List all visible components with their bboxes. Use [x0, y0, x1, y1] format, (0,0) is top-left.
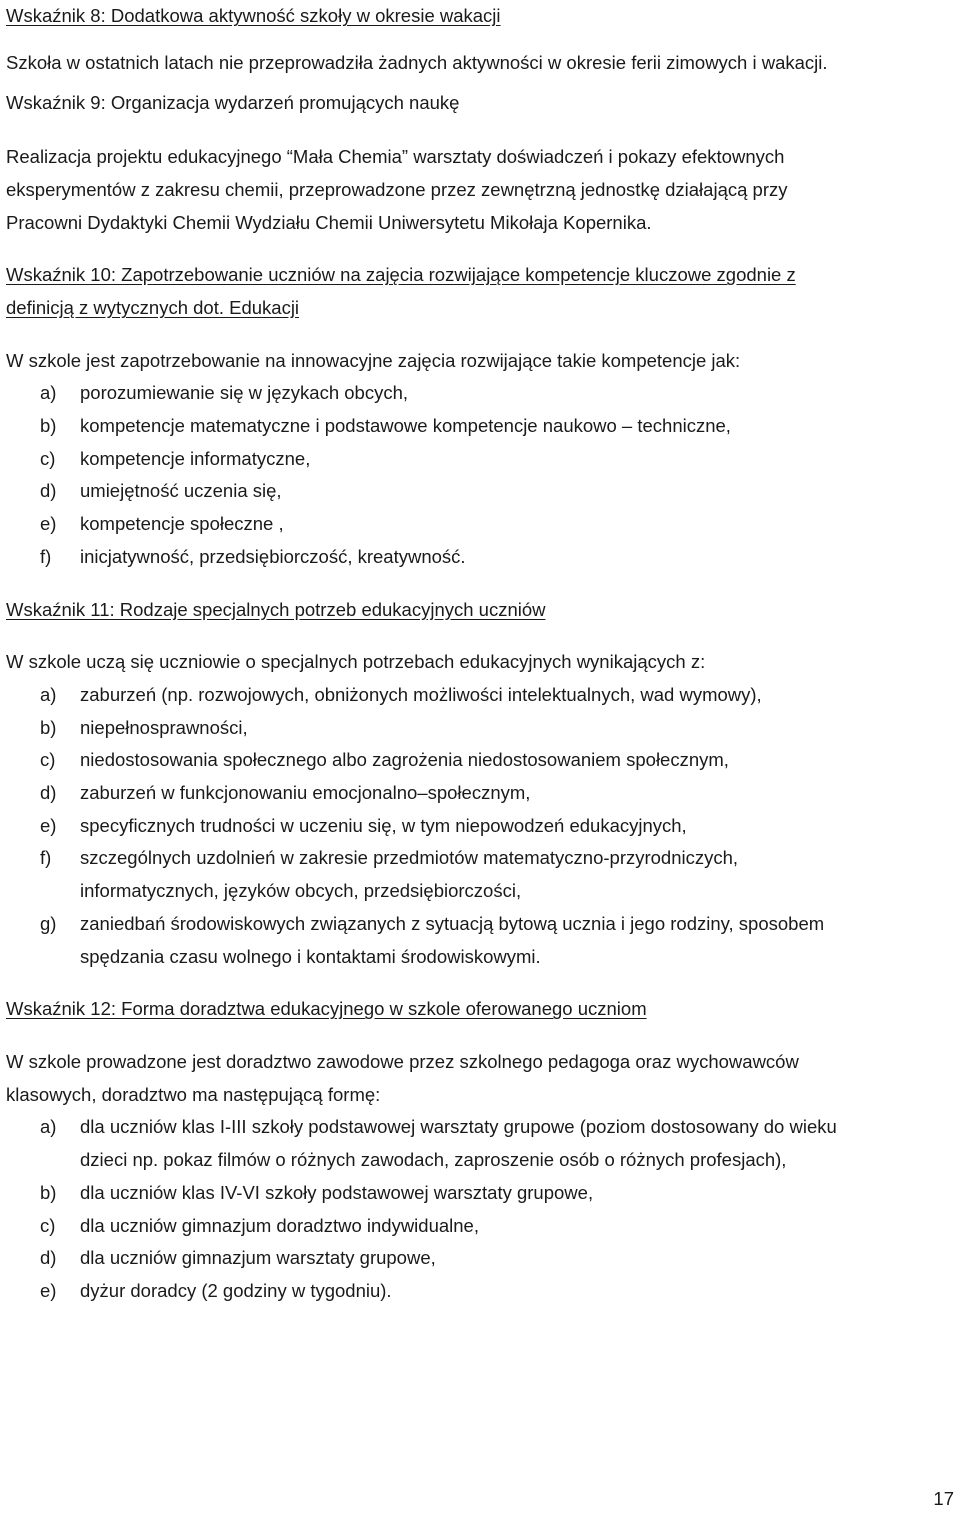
list-item — [6, 1177, 954, 1210]
list-marker: e) — [40, 814, 57, 836]
heading-line: Wskaźnik 10: Zapotrzebowanie uczniów na zajęcia rozwijające kompetencje kluczowe zgodnie z — [6, 264, 796, 286]
heading-line: Wskaźnik 9: Organizacja wydarzeń promujących naukę — [6, 92, 460, 114]
list-item — [6, 1210, 954, 1243]
paragraph-line: klasowych, doradztwo ma następującą formę: — [6, 1083, 381, 1105]
paragraph-line: Realizacja projektu edukacyjnego “Mała Chemia” warsztaty doświadczeń i pokazy efektownych — [6, 146, 785, 168]
list-item — [6, 908, 954, 973]
list-item-text: specyficznych trudności w uczeniu się, w tym niepowodzeń edukacyjnych, — [80, 814, 687, 836]
section-wskaznik-10 — [6, 259, 954, 573]
paragraph-line: W szkole uczą się uczniowie o specjalnych potrzebach edukacyjnych wynikających z: — [6, 651, 706, 673]
list-item-text: dyżur doradcy (2 godziny w tygodniu). — [80, 1279, 392, 1301]
list-item — [6, 1275, 954, 1308]
heading-line: Wskaźnik 12: Forma doradztwa edukacyjnego w szkole oferowanego uczniom — [6, 998, 647, 1020]
section-wskaznik-12 — [6, 993, 954, 1307]
list-item — [6, 810, 954, 843]
list-marker: d) — [40, 480, 57, 502]
paragraph-line: Pracowni Dydaktyki Chemii Wydziału Chemii Uniwersytetu Mikołaja Kopernika. — [6, 211, 652, 233]
section-wskaznik-9 — [6, 87, 954, 239]
list-item — [6, 1111, 954, 1176]
list-marker: c) — [40, 1214, 56, 1236]
special-needs-list — [6, 679, 954, 973]
list-item-text: spędzania czasu wolnego i kontaktami środowiskowymi. — [80, 945, 541, 967]
list-item — [6, 842, 954, 907]
list-item-text: dla uczniów klas I-III szkoły podstawowej warsztaty grupowe (poziom dostosowany do wieku — [80, 1116, 837, 1138]
list-marker: c) — [40, 447, 56, 469]
section-paragraph — [6, 345, 954, 378]
paragraph-line: Szkoła w ostatnich latach nie przeprowadziła żadnych aktywności w okresie ferii zimowych i wakacji. — [6, 51, 828, 73]
list-item-text: porozumiewanie się w językach obcych, — [80, 382, 409, 404]
paragraph-line: W szkole jest zapotrzebowanie na innowacyjne zajęcia rozwijające takie kompetencje jak: — [6, 349, 741, 371]
list-item — [6, 508, 954, 541]
list-item — [6, 443, 954, 476]
competence-list — [6, 377, 954, 573]
list-item-text: kompetencje matematyczne i podstawowe kompetencje naukowo – techniczne, — [80, 415, 731, 437]
list-item-text: szczególnych uzdolnień w zakresie przedmiotów matematyczno-przyrodniczych, — [80, 847, 739, 869]
list-marker: a) — [40, 382, 57, 404]
list-item-text: niepełnosprawności, — [80, 716, 248, 738]
section-paragraph — [6, 646, 954, 679]
list-item — [6, 744, 954, 777]
list-item — [6, 377, 954, 410]
list-marker: b) — [40, 1181, 57, 1203]
list-marker: b) — [40, 716, 57, 738]
list-marker: d) — [40, 782, 57, 804]
list-item-text: inicjatywność, przedsiębiorczość, kreatywność. — [80, 545, 466, 567]
list-item-text: zaniedbań środowiskowych związanych z sytuacją bytową ucznia i jego rodziny, sposobem — [80, 912, 825, 934]
list-item-text: dzieci np. pokaz filmów o różnych zawodach, zaproszenie osób o różnych profesjach), — [80, 1149, 787, 1171]
list-marker: f) — [40, 847, 52, 869]
career-counseling-list — [6, 1111, 954, 1307]
list-item — [6, 712, 954, 745]
paragraph-line: eksperymentów z zakresu chemii, przeprowadzone przez zewnętrzną jednostkę działającą przy — [6, 178, 788, 200]
list-marker: f) — [40, 545, 52, 567]
list-marker: c) — [40, 749, 56, 771]
list-item-text: umiejętność uczenia się, — [80, 480, 282, 502]
list-item — [6, 410, 954, 443]
list-item-text: informatycznych, języków obcych, przedsiębiorczości, — [80, 880, 522, 902]
section-heading — [6, 594, 954, 627]
list-marker: b) — [40, 415, 57, 437]
heading-line: definicją z wytycznych dot. Edukacji — [6, 296, 300, 318]
section-heading — [6, 0, 954, 33]
list-item-text: kompetencje społeczne , — [80, 513, 284, 535]
section-wskaznik-11 — [6, 594, 954, 974]
heading-line: Wskaźnik 11: Rodzaje specjalnych potrzeb edukacyjnych uczniów — [6, 598, 546, 620]
list-marker: e) — [40, 513, 57, 535]
list-item-text: zaburzeń w funkcjonowaniu emocjonalno–społecznym, — [80, 782, 531, 804]
section-paragraph — [6, 47, 954, 80]
section-wskaznik-8 — [6, 0, 954, 79]
list-item-text: dla uczniów klas IV-VI szkoły podstawowej warsztaty grupowe, — [80, 1181, 594, 1203]
list-item — [6, 679, 954, 712]
section-heading — [6, 87, 954, 120]
list-item — [6, 475, 954, 508]
section-paragraph — [6, 1046, 954, 1111]
list-marker: e) — [40, 1279, 57, 1301]
paragraph-line: W szkole prowadzone jest doradztwo zawodowe przez szkolnego pedagoga oraz wychowawców — [6, 1050, 799, 1072]
section-paragraph — [6, 141, 954, 239]
section-heading — [6, 259, 954, 324]
list-item — [6, 541, 954, 574]
list-marker: a) — [40, 1116, 57, 1138]
list-item — [6, 777, 954, 810]
list-item-text: kompetencje informatyczne, — [80, 447, 311, 469]
section-heading — [6, 993, 954, 1026]
list-item-text: dla uczniów gimnazjum doradztwo indywidualne, — [80, 1214, 479, 1236]
document-page — [6, 0, 954, 1328]
list-marker: d) — [40, 1247, 57, 1269]
list-item — [6, 1242, 954, 1275]
list-marker: a) — [40, 683, 57, 705]
list-marker: g) — [40, 912, 57, 934]
list-item-text: zaburzeń (np. rozwojowych, obniżonych możliwości intelektualnych, wad wymowy), — [80, 683, 762, 705]
page-number: 17 — [933, 1488, 954, 1509]
list-item-text: dla uczniów gimnazjum warsztaty grupowe, — [80, 1247, 436, 1269]
heading-line: Wskaźnik 8: Dodatkowa aktywność szkoły w okresie wakacji — [6, 5, 501, 26]
list-item-text: niedostosowania społecznego albo zagrożenia niedostosowaniem społecznym, — [80, 749, 729, 771]
